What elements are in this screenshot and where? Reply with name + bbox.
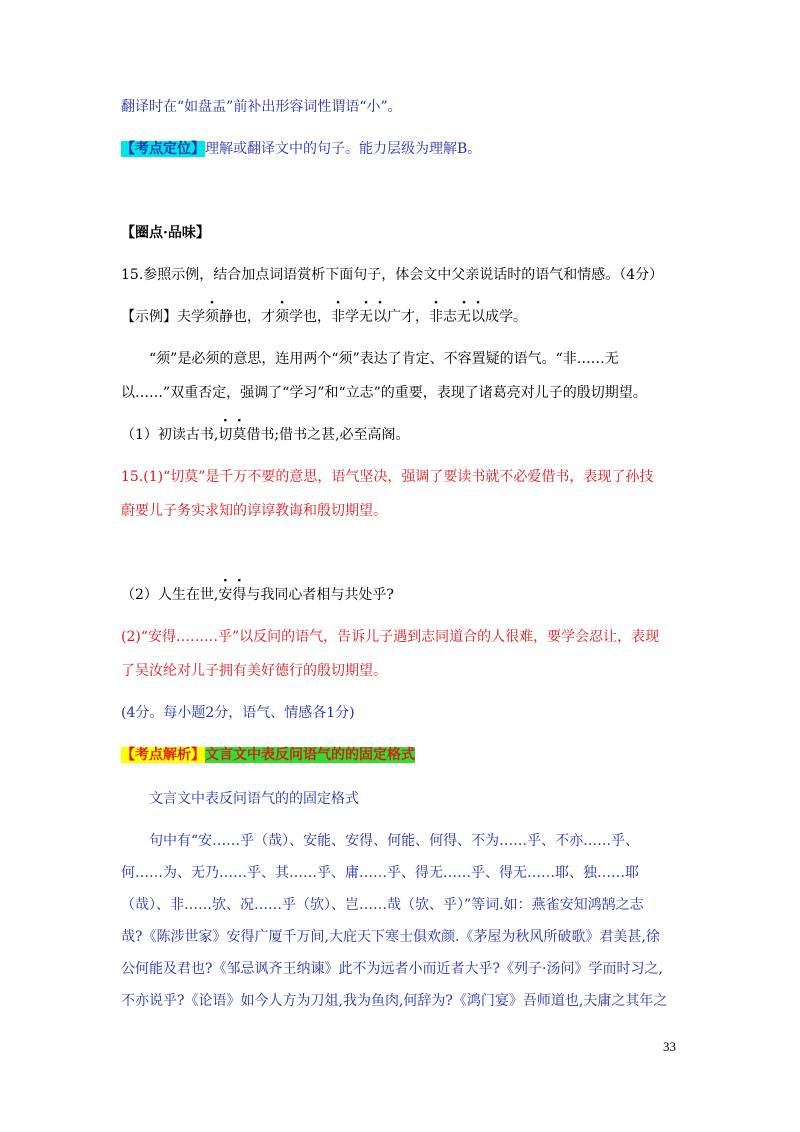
dotted-char: 非 [429,309,443,325]
exam-point-analysis [121,745,415,765]
question-15: 15.参照示例，结合加点词语赏析下面句子，体会文中父亲说话时的语气和情感。（4分） [121,267,664,283]
example-sentence [121,307,527,327]
analysis-body-3: （哉）、非……欤、况……乎（欤）、岂……哉（欤、乎）”等词.如：燕雀安知鸿鹄之志 [121,897,644,913]
exam-point-text: 理解或翻译文中的句子。能力层级为理解B。 [205,141,482,157]
analysis-body-4: 哉?《陈涉世家》安得广厦千万间,大庇天下寒士俱欢颜.《茅屋为秋风所破歌》君美甚,徐 [121,929,660,945]
example-explanation-1: “须”是必须的意思，连用两个“须”表达了肯定、不容置疑的语气。“非……无 [149,351,619,367]
analysis-tag: 【考点解析】 [121,747,205,763]
answer-1-line-1: 15.(1)“切莫”是千万不要的意思，语气坚决，强调了要读书就不必爱借书，表现了孙技 [121,469,654,485]
dotted-char: 须 [205,309,219,325]
analysis-body-5: 公何能及君也?《邹忌讽齐王纳谏》此不为远者小而近者大乎?《列子·汤问》学而时习之, [121,961,663,977]
exam-point-tag: 【考点定位】 [121,141,205,157]
sub-question-1 [121,425,410,445]
answer-2-line-2: 了吴汝纶对儿子拥有美好德行的殷切期望。 [121,663,387,679]
sub-question-2 [121,585,394,605]
sub-question-text: 与我同心者相与共处乎? [246,587,394,603]
sub-question-text: （2）人生在世, [121,587,219,603]
dotted-char: 非 [331,309,345,325]
dotted-char: 莫 [232,427,247,443]
example-text: 静也，才 [219,309,275,325]
dotted-char: 无 [457,309,471,325]
dotted-char: 以 [373,309,387,325]
page-number: 33 [663,1039,676,1054]
analysis-heading: 文言文中表反问语气的的固定格式 [149,791,359,807]
translation-note: 翻译时在“如盘盂”前补出形容词性谓语“小”。 [121,99,402,115]
example-explanation-2: 以……”双重否定，强调了“学习”和“立志”的重要，表现了诸葛亮对儿子的殷切期望。 [121,385,647,401]
dotted-char: 须 [275,309,289,325]
example-text: 广才， [387,309,429,325]
example-text: 志 [443,309,457,325]
dotted-char: 安 [218,587,233,603]
dotted-char: 无 [359,309,373,325]
example-text: 成学。 [485,309,527,325]
exam-point-location [121,139,481,159]
example-text: 学 [345,309,359,325]
sub-question-text: 借书;借书之甚,必至高阁。 [246,427,410,443]
example-text: 学也， [289,309,331,325]
sub-question-text: （1）初读古书, [121,427,219,443]
analysis-body-2: 何……为、无乃……乎、其……乎、庸……乎、得无……乎、得无……耶、独……耶 [121,865,639,881]
analysis-body-1: 句中有“安……乎（哉）、安能、安得、何能、何得、不为……乎、不亦……乎、 [149,833,640,849]
dotted-char: 以 [471,309,485,325]
dotted-char: 得 [232,587,247,603]
dotted-char: 切 [218,427,233,443]
scoring-note: (4分。每小题2分，语气、情感各1分) [121,705,355,721]
answer-1-line-2: 蔚要儿子务实求知的谆谆教诲和殷切期望。 [121,503,387,519]
example-prefix: 【示例】夫学 [121,309,205,325]
analysis-title: 文言文中表反问语气的的固定格式 [205,747,415,763]
analysis-body-6: 不亦说乎?《论语》如今人方为刀俎,我为鱼肉,何辞为?《鸿门宴》吾师道也,夫庸之其年之 [121,993,668,1009]
answer-2-line-1: (2)“安得………乎”以反问的语气，告诉儿子遇到志同道合的人很难，要学会忍让，表现 [121,629,660,645]
section-heading: 【圈点·品味】 [121,225,210,241]
